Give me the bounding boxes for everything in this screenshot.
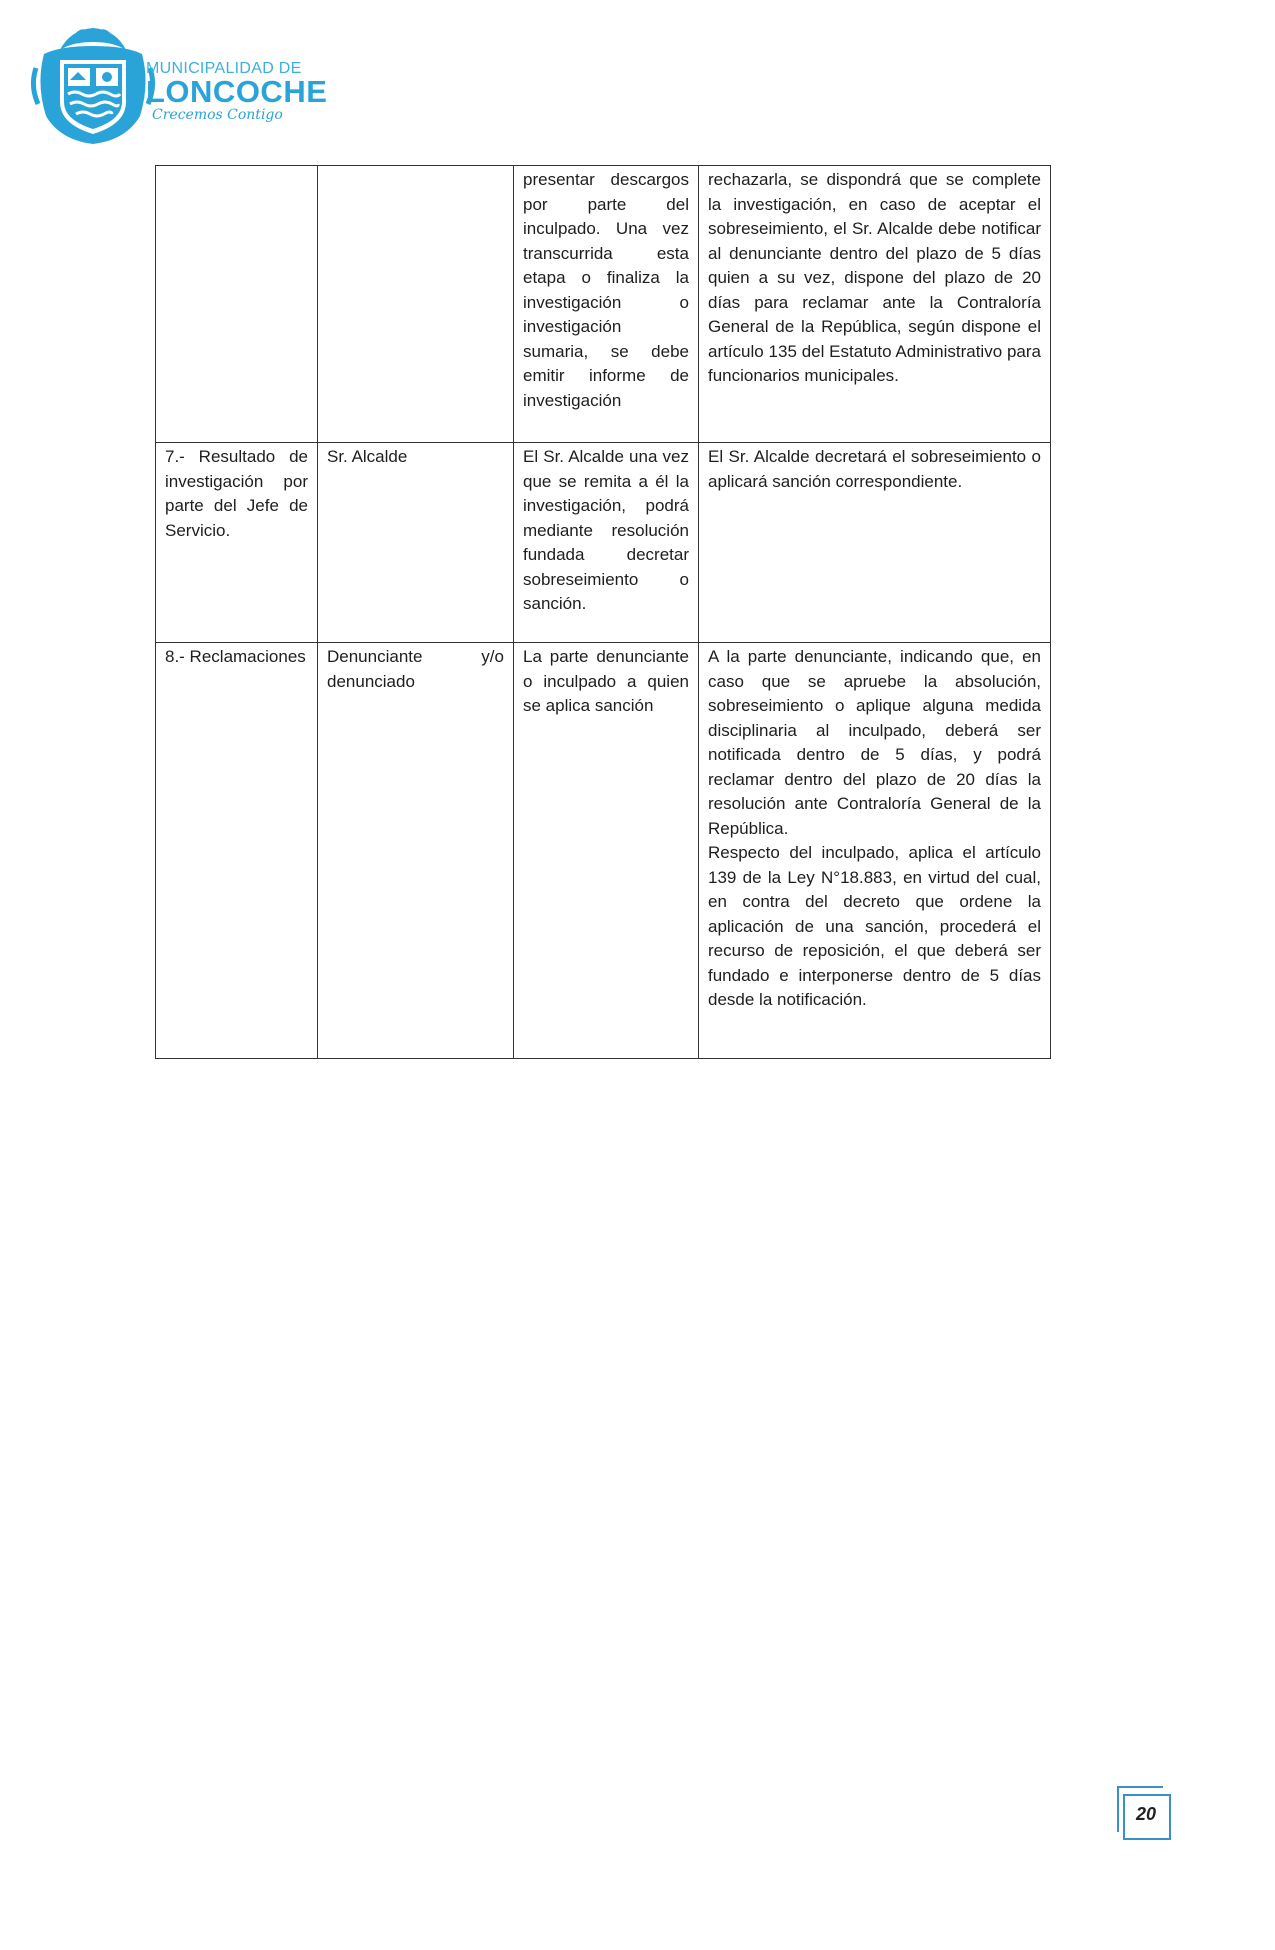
action-cell: La parte denunciante o inculpado a quien se aplica sanción [514, 643, 699, 1059]
description-cell: A la parte denunciante, indicando que, en caso que se apruebe la absolución, sobreseimiento o aplique alguna medida disciplinaria al inculpado, deberá ser notificada dentro de 5 días, y podrá reclamar dentro del plazo de 20 días la resolución ante Contraloría General de la República. Respecto del inculpado, aplica el artículo 139 de la Ley N°18.883, en virtud del cual, en contra del decreto que ordene la aplicación de una sanción, procederá el recurso de reposición, el que deberá ser fundado e interponerse dentro de 5 días desde la notificación. [699, 643, 1051, 1059]
logo-line-loncoche: LONCOCHE [146, 74, 328, 109]
description-cell: rechazarla, se dispondrá que se complete la investigación, en caso de aceptar el sobreseimiento, el Sr. Alcalde debe notificar al denunciante dentro del plazo de 5 días quien a su vez, dispone del plazo de 20 días para reclamar ante la Contraloría General de la República, según dispone el artículo 135 del Estatuto Administrativo para funcionarios municipales. [699, 166, 1051, 443]
logo-slogan: Crecemos Contigo [152, 107, 283, 123]
table-row [156, 443, 1051, 643]
municipal-seal-icon [30, 24, 156, 146]
stage-cell: 7.- Resultado de investigación por parte del Jefe de Servicio. [156, 443, 318, 643]
page-number-badge [1117, 1786, 1169, 1838]
action-cell: El Sr. Alcalde una vez que se remita a él la investigación, podrá mediante resolución fundada decretar sobreseimiento o sanción. [514, 443, 699, 643]
page-number: 20 [1135, 1804, 1157, 1824]
description-cell: El Sr. Alcalde decretará el sobreseimiento o aplicará sanción correspondiente. [699, 443, 1051, 643]
stage-cell: 8.- Reclamaciones [156, 643, 318, 1059]
action-cell: presentar descargos por parte del inculpado. Una vez transcurrida esta etapa o finaliza la investigación o investigación sumaria, se debe emitir informe de investigación [514, 166, 699, 443]
municipality-logo [30, 24, 328, 146]
stage-cell [156, 166, 318, 443]
logo-line-municipalidad: MUNICIPALIDAD DE [146, 60, 302, 77]
logo-wordmark [146, 60, 328, 124]
table-row [156, 166, 1051, 443]
responsible-cell [318, 166, 514, 443]
procedure-table [155, 165, 1051, 1059]
responsible-cell: Denunciante y/o denunciado [318, 643, 514, 1059]
responsible-cell: Sr. Alcalde [318, 443, 514, 643]
table-row [156, 643, 1051, 1059]
